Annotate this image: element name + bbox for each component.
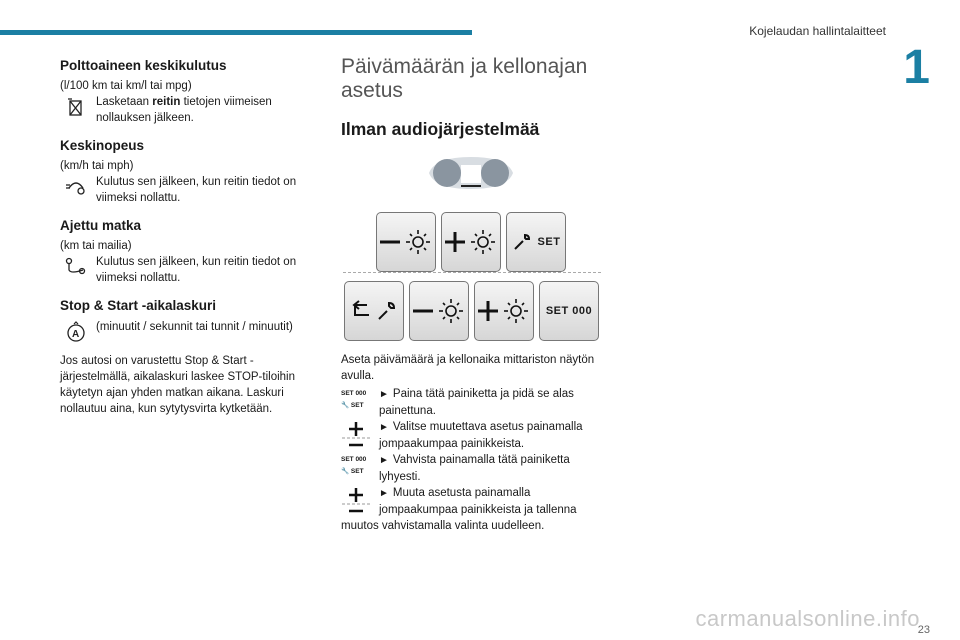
speed-unit: (km/h tai mph) (60, 160, 134, 172)
plus-brightness-button[interactable] (441, 212, 501, 272)
set-000-wrench-icon: SET 000 🔧 SET (341, 390, 367, 409)
plus-brightness-button-2[interactable] (474, 281, 534, 341)
watermark: carmanualsonline.info (695, 606, 920, 631)
chapter-number: 1 (903, 41, 930, 94)
distance-entry: Kulutus sen jälkeen, kun reitin tiedot on viimeksi nollattu. (60, 254, 316, 286)
plus-minus-icon (341, 487, 371, 515)
plus-brightness-icon (443, 227, 499, 257)
stop-start-icon (65, 321, 87, 343)
step-1: SET 000 🔧 SET ► Paina tätä painiketta ja pidä se alas painettuna. (341, 388, 574, 417)
svg-text:A: A (72, 329, 80, 340)
distance-unit: (km tai mailia) (60, 240, 132, 252)
dashed-divider (343, 272, 601, 273)
stopstart-heading: Stop & Start -aikalaskuri (60, 298, 217, 313)
set-000-button[interactable] (539, 281, 599, 341)
minus-brightness-icon (378, 227, 434, 257)
steps-block (341, 352, 601, 534)
wrench-set-button[interactable] (506, 212, 566, 272)
chapter-color-bar (0, 30, 472, 35)
fuel-reset-icon (65, 96, 87, 118)
right-column (341, 55, 601, 140)
set-000-label: SET 000 (545, 305, 593, 317)
minus-brightness-button-2[interactable] (409, 281, 469, 341)
instrument-panel-icon (425, 155, 517, 191)
stopstart-entry: A (minuutit / sekunnit tai tunnit / minuutit) (60, 319, 316, 335)
minus-brightness-button[interactable] (376, 212, 436, 272)
step-4: ► Muuta asetusta painamalla jompaakumpaa painikkeista ja tallenna muutos vahvistamalla valinta uudelleen. (341, 487, 577, 532)
back-wrench-button[interactable] (344, 281, 404, 341)
fuel-heading: Polttoaineen keskikulutus (60, 58, 227, 73)
no-audio-subtitle: Ilman audiojärjestelmää (341, 119, 540, 139)
distance-icon (65, 256, 87, 278)
steps-intro: Aseta päivämäärä ja kellonaika mittariston näytön avulla. (341, 354, 595, 382)
minus-brightness-icon (411, 296, 467, 326)
page-number: 23 (917, 624, 930, 636)
step-3: SET 000 🔧 SET ► Vahvista painamalla tätä painiketta lyhyesti. (341, 454, 570, 483)
fuel-entry: Lasketaan reitin tietojen viimeisen nollauksen jälkeen. (60, 94, 316, 126)
stopstart-body: Jos autosi on varustettu Stop & Start -järjestelmällä, aikalaskuri laskee STOP-tiloihin käytetyn ajan yhden matkan aikana. Laskuri nollautuu aina, kun sytytysvirta kytketään. (60, 355, 295, 415)
average-speed-icon (65, 176, 87, 198)
date-time-title: Päivämäärän ja kellonajan asetus (341, 55, 588, 102)
section-title: Kojelaudan hallintalaitteet (749, 24, 886, 38)
speed-heading: Keskinopeus (60, 138, 145, 153)
distance-heading: Ajettu matka (60, 218, 142, 233)
plus-brightness-icon (476, 296, 532, 326)
speed-entry: Kulutus sen jälkeen, kun reitin tiedot on viimeksi nollattu. (60, 174, 316, 206)
set-000-wrench-icon: SET 000 🔧 SET (341, 456, 367, 475)
left-column (60, 58, 316, 417)
back-wrench-icon (349, 299, 399, 323)
step-2: ► Valitse muutettava asetus painamalla jompaakumpaa painikkeista. (341, 419, 601, 452)
set-label: SET (537, 236, 561, 248)
fuel-unit: (l/100 km tai km/l tai mpg) (60, 80, 192, 92)
plus-minus-icon (341, 421, 371, 449)
wrench-icon (512, 232, 532, 252)
